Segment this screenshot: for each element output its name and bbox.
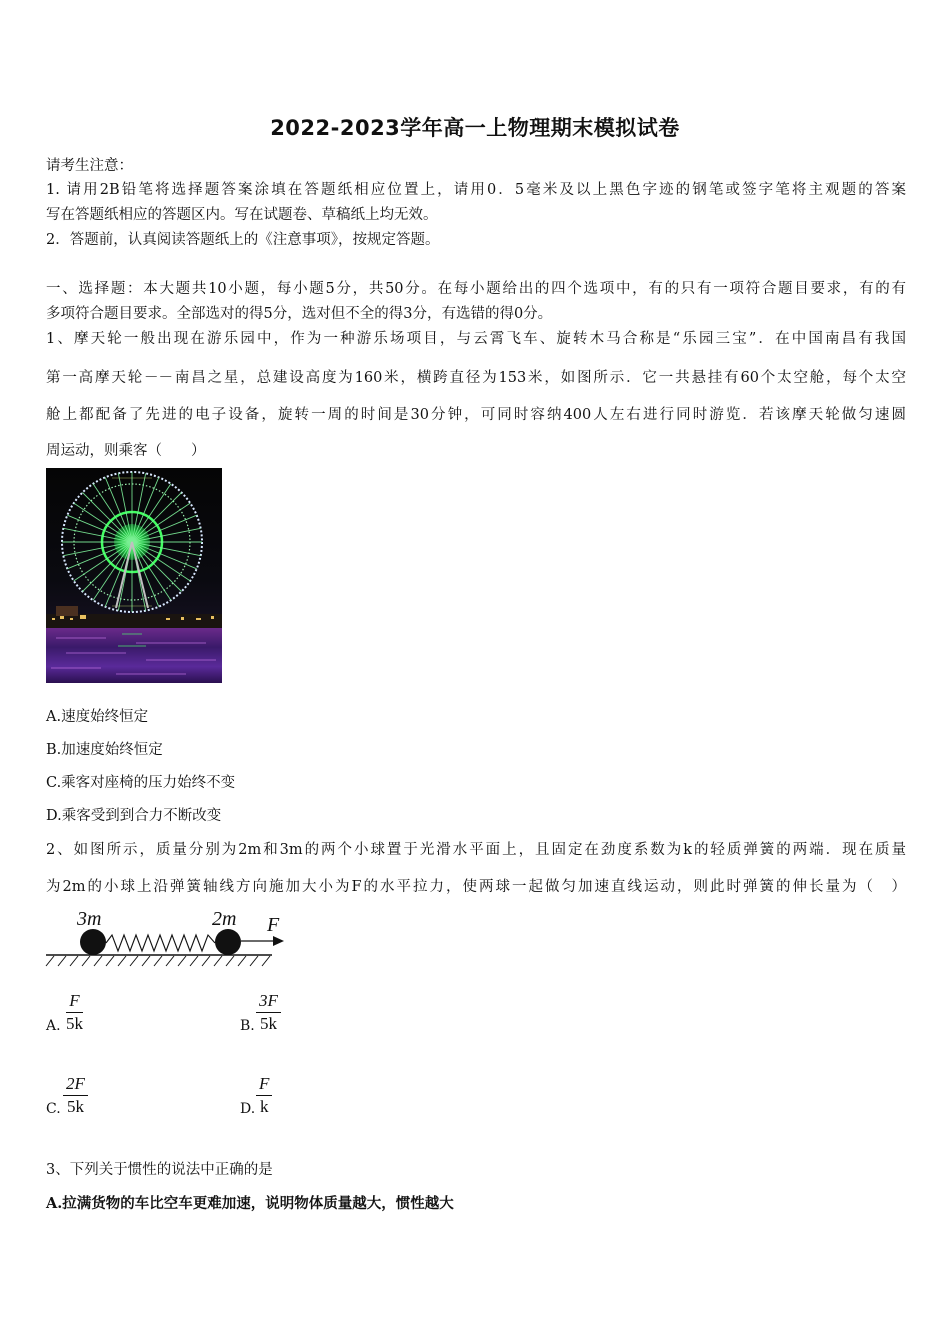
q2-option-d-label: D. <box>240 1101 256 1117</box>
ball-2m <box>215 929 241 955</box>
q2-option-c-label: C. <box>46 1101 61 1117</box>
q1-option-d: D.乘客受到到合力不断改变 <box>46 808 222 824</box>
numerator: F <box>66 990 82 1013</box>
q2-option-b-fraction <box>256 990 281 1035</box>
q2-stem-line-2: 为2m的小球上沿弹簧轴线方向施加大小为F的水平拉力，使两球一起做匀加速直线运动，则此时弹簧的伸长量为（ ） <box>46 879 906 895</box>
q1-option-b: B.加速度始终恒定 <box>46 742 163 758</box>
label-3m: 3m <box>77 908 102 930</box>
q2-option-a-label: A. <box>46 1018 61 1034</box>
label-2m: 2m <box>212 908 237 930</box>
ball-3m <box>80 929 106 955</box>
q2-option-c-fraction <box>63 1073 88 1118</box>
notice-heading: 请考生注意： <box>46 158 133 174</box>
denominator: 5k <box>66 1014 83 1033</box>
denominator: k <box>259 1097 269 1116</box>
ferris-wheel-photo <box>46 468 222 683</box>
q3-stem: 3、下列关于惯性的说法中正确的是 <box>46 1162 273 1178</box>
denominator: 5k <box>66 1097 84 1116</box>
notice-item-1-line-1: 1. 请用2B铅笔将选择题答案涂填在答题纸相应位置上，请用0．5毫米及以上黑色字迹的钢笔或签字笔将主观题的答案 <box>46 182 906 198</box>
q2-option-b-label: B. <box>240 1018 255 1034</box>
numerator: 3F <box>256 990 281 1013</box>
q1-option-a: A.速度始终恒定 <box>46 709 149 725</box>
q2-stem-line-1: 2、如图所示，质量分别为2m和3m的两个小球置于光滑水平面上，且固定在劲度系数为k的轻质弹簧的两端．现在质量 <box>46 842 906 858</box>
q3-option-a: A.拉满货物的车比空车更难加速，说明物体质量越大，惯性越大 <box>46 1195 454 1212</box>
denominator: 5k <box>259 1014 277 1033</box>
section-instruction-line-2: 多项符合题目要求。全部选对的得5分，选对但不全的得3分，有选错的得0分。 <box>46 306 553 322</box>
q1-stem-line-4: 周运动，则乘客（ ） <box>46 443 206 459</box>
page-title: 2022-2023学年高一上物理期末模拟试卷 <box>270 116 680 140</box>
q2-option-d-fraction <box>256 1073 272 1118</box>
section-instruction-line-1: 一、选择题：本大题共10小题，每小题5分，共50分。在每小题给出的四个选项中，有的只有一项符合题目要求，有的有 <box>46 281 906 297</box>
q1-stem-line-3: 舱上都配备了先进的电子设备，旋转一周的时间是30分钟，可同时容纳400人左右进行同时游览．若该摩天轮做匀速圆 <box>46 407 906 423</box>
notice-item-2: 2．答题前，认真阅读答题纸上的《注意事项》，按规定答题。 <box>46 232 440 248</box>
spring <box>106 935 215 951</box>
q2-option-a-fraction <box>63 990 86 1035</box>
q1-stem-line-2: 第一高摩天轮－－南昌之星，总建设高度为160米，横跨直径为153米，如图所示．它一共悬挂有60个太空舱，每个太空 <box>46 370 906 386</box>
spring-mass-diagram <box>44 905 294 975</box>
notice-item-1-line-2: 写在答题纸相应的答题区内。写在试题卷、草稿纸上均无效。 <box>46 207 438 223</box>
label-force: F <box>267 914 280 936</box>
q1-stem-line-1: 1、摩天轮一般出现在游乐园中，作为一种游乐场项目，与云霄飞车、旋转木马合称是“乐园三宝”．在中国南昌有我国 <box>46 331 906 347</box>
q1-option-c: C.乘客对座椅的压力始终不变 <box>46 775 236 791</box>
numerator: 2F <box>63 1073 88 1096</box>
numerator: F <box>256 1073 272 1096</box>
